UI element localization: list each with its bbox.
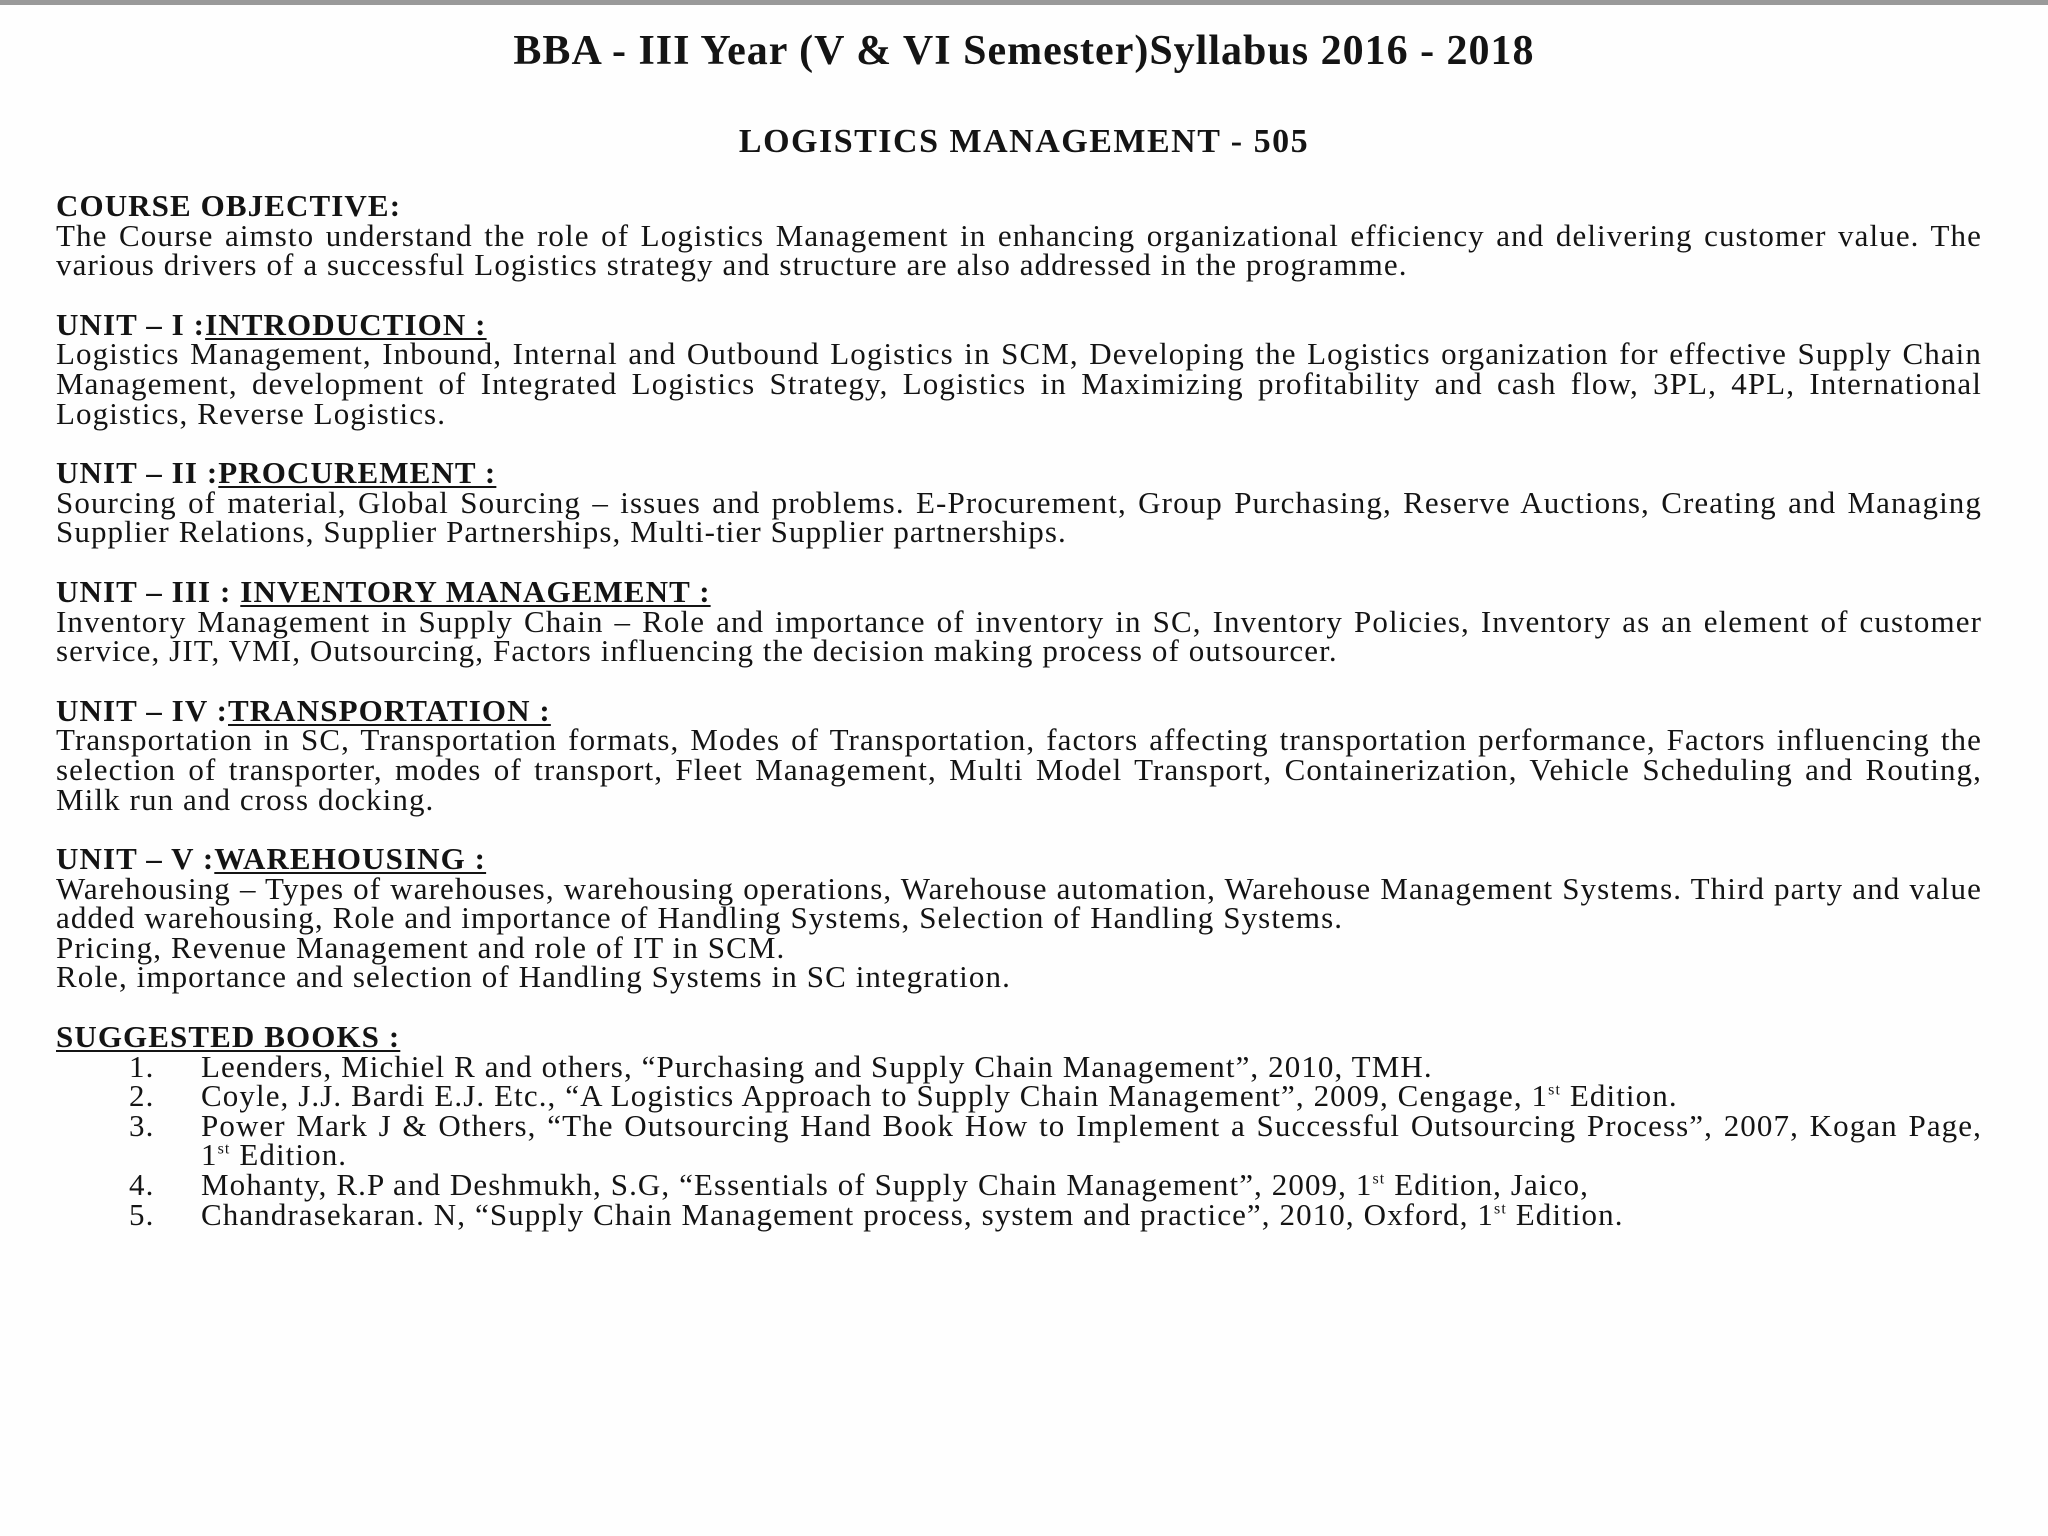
course-objective-heading: COURSE OBJECTIVE:	[56, 188, 402, 223]
book-citation: Mohanty, R.P and Deshmukh, S.G, “Essentials of Supply Chain Management”, 2009, 1	[201, 1167, 1373, 1203]
book-item	[129, 1107, 1982, 1173]
book-citation: Leenders, Michiel R and others, “Purchasing and Supply Chain Management”, 2010, TMH.	[201, 1048, 1433, 1084]
unit-heading	[56, 306, 1982, 342]
book-citation: Coyle, J.J. Bardi E.J. Etc., “A Logistics Approach to Supply Chain Management”, 2009, Cengage, 1	[201, 1078, 1549, 1114]
document-title: BBA - III Year (V & VI Semester)Syllabus 2016 - 2018	[513, 28, 1535, 74]
book-item	[129, 1196, 1982, 1232]
book-number: 3.	[129, 1107, 155, 1143]
book-number: 1.	[129, 1048, 155, 1084]
book-superscript: st	[1494, 1200, 1507, 1218]
unit-extra-line: Role, importance and selection of Handling Systems in SC integration.	[56, 959, 1011, 995]
unit-title: INVENTORY MANAGEMENT :	[240, 573, 711, 609]
book-item	[129, 1078, 1982, 1114]
book-item	[129, 1048, 1982, 1084]
unit-text: Logistics Management, Inbound, Internal and Outbound Logistics in SCM, Developing the Logistics organization for effective Supply Chain Management, development of Integrated Logistics Strategy, Logistics in Maximizing profitability and cash flow, 3PL, 4PL, International Logistics, Reverse Logistics.	[56, 336, 1982, 431]
books-list	[56, 1048, 1982, 1232]
book-citation-tail: Edition.	[230, 1137, 348, 1173]
book-citation: Power Mark J & Others, “The Outsourcing Hand Book How to Implement a Successful Outsourcing Process”, 2007, Kogan Page, 1	[201, 1107, 1982, 1173]
unit-2-section	[56, 455, 1982, 550]
suggested-books-section	[56, 1019, 1982, 1232]
unit-prefix: UNIT – III :	[56, 573, 241, 609]
unit-heading	[56, 573, 1982, 609]
book-citation-tail: Edition, Jaico,	[1385, 1167, 1589, 1203]
book-item	[129, 1167, 1982, 1203]
unit-text: Warehousing – Types of warehouses, warehousing operations, Warehouse automation, Warehouse Management Systems. Third party and value added warehousing, Role and importance of Handling Systems, Selection of Handling Systems.	[56, 870, 1982, 936]
unit-title: TRANSPORTATION :	[228, 692, 551, 728]
book-citation-tail: Edition.	[1506, 1196, 1624, 1232]
unit-title: PROCUREMENT :	[218, 455, 497, 491]
unit-prefix: UNIT – IV :	[56, 692, 229, 728]
suggested-books-heading: SUGGESTED BOOKS :	[56, 1019, 401, 1055]
syllabus-content	[56, 188, 1982, 1259]
book-number: 2.	[129, 1078, 155, 1114]
unit-heading	[56, 692, 1982, 728]
book-number: 5.	[129, 1196, 155, 1232]
unit-text: Transportation in SC, Transportation formats, Modes of Transportation, factors affecting transportation performance, Factors influencing the selection of transporter, modes of transport, Fleet Management, Multi Model Transport, Containerization, Vehicle Scheduling and Routing, Milk run and cross docking.	[56, 722, 1982, 817]
course-title: LOGISTICS MANAGEMENT - 505	[738, 123, 1310, 160]
book-citation: Chandrasekaran. N, “Supply Chain Management process, system and practice”, 2010, Oxford, 1	[201, 1196, 1495, 1232]
unit-extra-line: Pricing, Revenue Management and role of IT in SCM.	[56, 929, 786, 965]
book-superscript: st	[1548, 1081, 1562, 1099]
unit-5-section	[56, 841, 1982, 995]
unit-3-section	[56, 573, 1982, 669]
book-superscript: st	[1372, 1170, 1386, 1188]
unit-4-section	[56, 692, 1982, 817]
unit-title: WAREHOUSING :	[214, 841, 487, 877]
unit-heading	[56, 455, 1982, 491]
book-superscript: st	[217, 1141, 231, 1159]
unit-text: Sourcing of material, Global Sourcing – issues and problems. E-Procurement, Group Purchasing, Reserve Auctions, Creating and Managing Supplier Relations, Supplier Partnerships, Multi-tier Supplier partnerships.	[56, 484, 1982, 550]
unit-prefix: UNIT – V :	[56, 841, 215, 877]
book-number: 4.	[129, 1167, 155, 1203]
unit-heading	[56, 841, 1982, 877]
unit-prefix: UNIT – I :	[56, 306, 206, 342]
unit-1-section	[56, 306, 1982, 431]
book-citation-tail: Edition.	[1561, 1078, 1678, 1114]
course-objective-text: The Course aimsto understand the role of Logistics Management in enhancing organizational efficiency and delivering customer value. The various drivers of a successful Logistics strategy and structure are also addressed in the programme.	[56, 217, 1982, 283]
unit-prefix: UNIT – II :	[56, 455, 219, 491]
course-objective-section	[56, 188, 1982, 283]
unit-title: INTRODUCTION :	[205, 306, 487, 342]
unit-text: Inventory Management in Supply Chain – Role and importance of inventory in SC, Inventory Policies, Inventory as an element of customer service, JIT, VMI, Outsourcing, Factors influencing the decision making process of outsourcer.	[56, 603, 1982, 669]
